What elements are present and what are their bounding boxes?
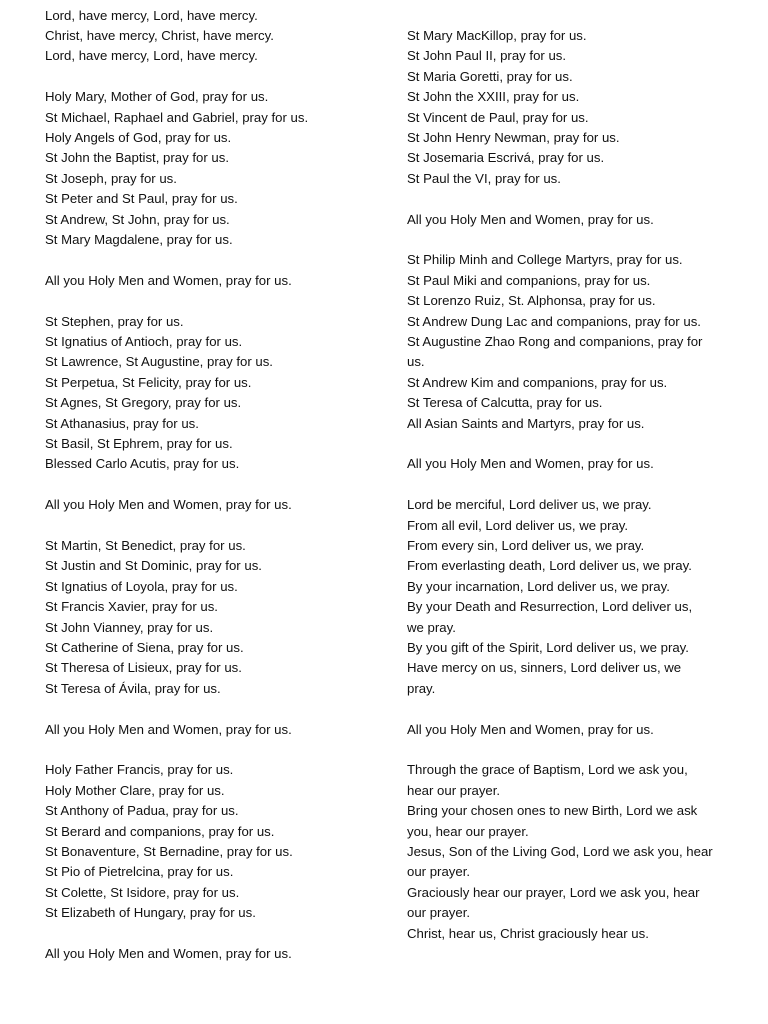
right-column-line: All you Holy Men and Women, pray for us.	[407, 721, 654, 737]
left-column	[45, 6, 375, 965]
left-column-line: St Lawrence, St Augustine, pray for us.	[45, 354, 273, 370]
right-column-line: Have mercy on us, sinners, Lord deliver us, we	[407, 660, 682, 676]
right-column-line: St Paul the VI, pray for us.	[407, 170, 561, 186]
right-column-line: All you Holy Men and Women, pray for us.	[407, 456, 654, 472]
right-column-line: Graciously hear our prayer, Lord we ask you, hear	[407, 884, 700, 900]
left-column-line: Blessed Carlo Acutis, pray for us.	[45, 456, 240, 472]
right-column-line: St Paul Miki and companions, pray for us.	[407, 272, 651, 288]
blank-line	[407, 475, 723, 495]
left-column-line: St Martin, St Benedict, pray for us.	[45, 537, 246, 553]
blank-line	[407, 189, 723, 209]
blank-line	[45, 475, 375, 495]
right-column-line: St Josemaria Escrivá, pray for us.	[407, 150, 605, 166]
left-column-line: St Berard and companions, pray for us.	[45, 823, 275, 839]
left-column-line: Christ, have mercy, Christ, have mercy.	[45, 27, 274, 43]
left-column-line: Holy Mother Clare, pray for us.	[45, 782, 225, 798]
left-column-line: All you Holy Men and Women, pray for us.	[45, 721, 292, 737]
right-column-line: By your Death and Resurrection, Lord deliver us,	[407, 599, 693, 615]
right-column-line: St Philip Minh and College Martyrs, pray for us.	[407, 252, 683, 268]
left-column-line: St Justin and St Dominic, pray for us.	[45, 558, 262, 574]
left-column-line: Lord, have mercy, Lord, have mercy.	[45, 7, 258, 23]
right-column-line: us.	[407, 354, 425, 370]
left-column-line: St Colette, St Isidore, pray for us.	[45, 884, 240, 900]
blank-line	[45, 924, 375, 944]
left-column-line: St Francis Xavier, pray for us.	[45, 599, 218, 615]
left-column-line: St Michael, Raphael and Gabriel, pray for us.	[45, 109, 309, 125]
left-column-line: St Ignatius of Antioch, pray for us.	[45, 333, 243, 349]
left-column-line: St Andrew, St John, pray for us.	[45, 211, 230, 227]
left-column-line: St Theresa of Lisieux, pray for us.	[45, 660, 242, 676]
left-column-line: St Elizabeth of Hungary, pray for us.	[45, 905, 256, 921]
left-column-line: All you Holy Men and Women, pray for us.	[45, 272, 292, 288]
right-column-line: St Mary MacKillop, pray for us.	[407, 27, 587, 43]
left-column-line: St Bonaventure, St Bernadine, pray for us.	[45, 844, 293, 860]
left-column-line: Holy Angels of God, pray for us.	[45, 129, 232, 145]
left-column-line: St Ignatius of Loyola, pray for us.	[45, 578, 238, 594]
right-column-line: Bring your chosen ones to new Birth, Lord we ask	[407, 803, 698, 819]
left-column-line: St Agnes, St Gregory, pray for us.	[45, 395, 242, 411]
blank-line	[45, 67, 375, 87]
blank-line	[407, 6, 723, 26]
right-column	[407, 6, 723, 945]
blank-line	[407, 699, 723, 719]
right-column-line: From every sin, Lord deliver us, we pray.	[407, 537, 645, 553]
left-column-line: St Stephen, pray for us.	[45, 313, 184, 329]
right-column-line: Lord be merciful, Lord deliver us, we pray.	[407, 497, 652, 513]
right-column-line: From all evil, Lord deliver us, we pray.	[407, 517, 629, 533]
right-column-line: By you gift of the Spirit, Lord deliver us, we pray.	[407, 640, 689, 656]
right-column-line: Christ, hear us, Christ graciously hear us.	[407, 925, 649, 941]
blank-line	[45, 740, 375, 760]
left-column-line: St Athanasius, pray for us.	[45, 415, 199, 431]
right-column-line: our prayer.	[407, 864, 471, 880]
right-column-line: St Andrew Dung Lac and companions, pray for us.	[407, 313, 701, 329]
left-column-line: St Peter and St Paul, pray for us.	[45, 191, 238, 207]
right-column-line: St Augustine Zhao Rong and companions, pray for	[407, 333, 703, 349]
right-column-line: St John the XXIII, pray for us.	[407, 89, 580, 105]
left-column-line: St Joseph, pray for us.	[45, 170, 177, 186]
left-column-line: St John Vianney, pray for us.	[45, 619, 214, 635]
right-column-line: we pray.	[407, 619, 456, 635]
left-column-line: St Pio of Pietrelcina, pray for us.	[45, 864, 234, 880]
left-column-line: Holy Mary, Mother of God, pray for us.	[45, 89, 269, 105]
left-column-line: St Teresa of Ávila, pray for us.	[45, 680, 221, 696]
left-column-line: All you Holy Men and Women, pray for us.	[45, 946, 292, 962]
right-column-line: By your incarnation, Lord deliver us, we pray.	[407, 578, 670, 594]
left-column-line: St Basil, St Ephrem, pray for us.	[45, 435, 233, 451]
left-column-line: Lord, have mercy, Lord, have mercy.	[45, 48, 258, 64]
right-column-line: From everlasting death, Lord deliver us, we pray.	[407, 558, 692, 574]
right-column-line: St Teresa of Calcutta, pray for us.	[407, 395, 603, 411]
blank-line	[45, 699, 375, 719]
right-column-line: St Vincent de Paul, pray for us.	[407, 109, 589, 125]
right-column-line: St Lorenzo Ruiz, St. Alphonsa, pray for us.	[407, 293, 656, 309]
right-column-line: All you Holy Men and Women, pray for us.	[407, 211, 654, 227]
left-column-line: St Anthony of Padua, pray for us.	[45, 803, 239, 819]
right-column-line: hear our prayer.	[407, 782, 501, 798]
right-column-line: St John Henry Newman, pray for us.	[407, 129, 620, 145]
right-column-line: St Maria Goretti, pray for us.	[407, 68, 573, 84]
right-column-line: All Asian Saints and Martyrs, pray for us.	[407, 415, 645, 431]
blank-line	[407, 434, 723, 454]
left-column-line: St Mary Magdalene, pray for us.	[45, 231, 233, 247]
left-column-line: St John the Baptist, pray for us.	[45, 150, 229, 166]
blank-line	[45, 516, 375, 536]
left-column-line: Holy Father Francis, pray for us.	[45, 762, 234, 778]
left-column-line: St Catherine of Siena, pray for us.	[45, 640, 244, 656]
right-column-line: Jesus, Son of the Living God, Lord we ask you, hear	[407, 844, 713, 860]
right-column-line: Through the grace of Baptism, Lord we ask you,	[407, 762, 688, 778]
right-column-line: pray.	[407, 680, 436, 696]
blank-line	[407, 740, 723, 760]
right-column-line: St John Paul II, pray for us.	[407, 48, 567, 64]
blank-line	[45, 250, 375, 270]
left-column-line: All you Holy Men and Women, pray for us.	[45, 497, 292, 513]
left-column-line: St Perpetua, St Felicity, pray for us.	[45, 374, 252, 390]
right-column-line: St Andrew Kim and companions, pray for us.	[407, 374, 668, 390]
blank-line	[407, 230, 723, 250]
right-column-line: our prayer.	[407, 905, 471, 921]
blank-line	[45, 291, 375, 311]
right-column-line: you, hear our prayer.	[407, 823, 529, 839]
